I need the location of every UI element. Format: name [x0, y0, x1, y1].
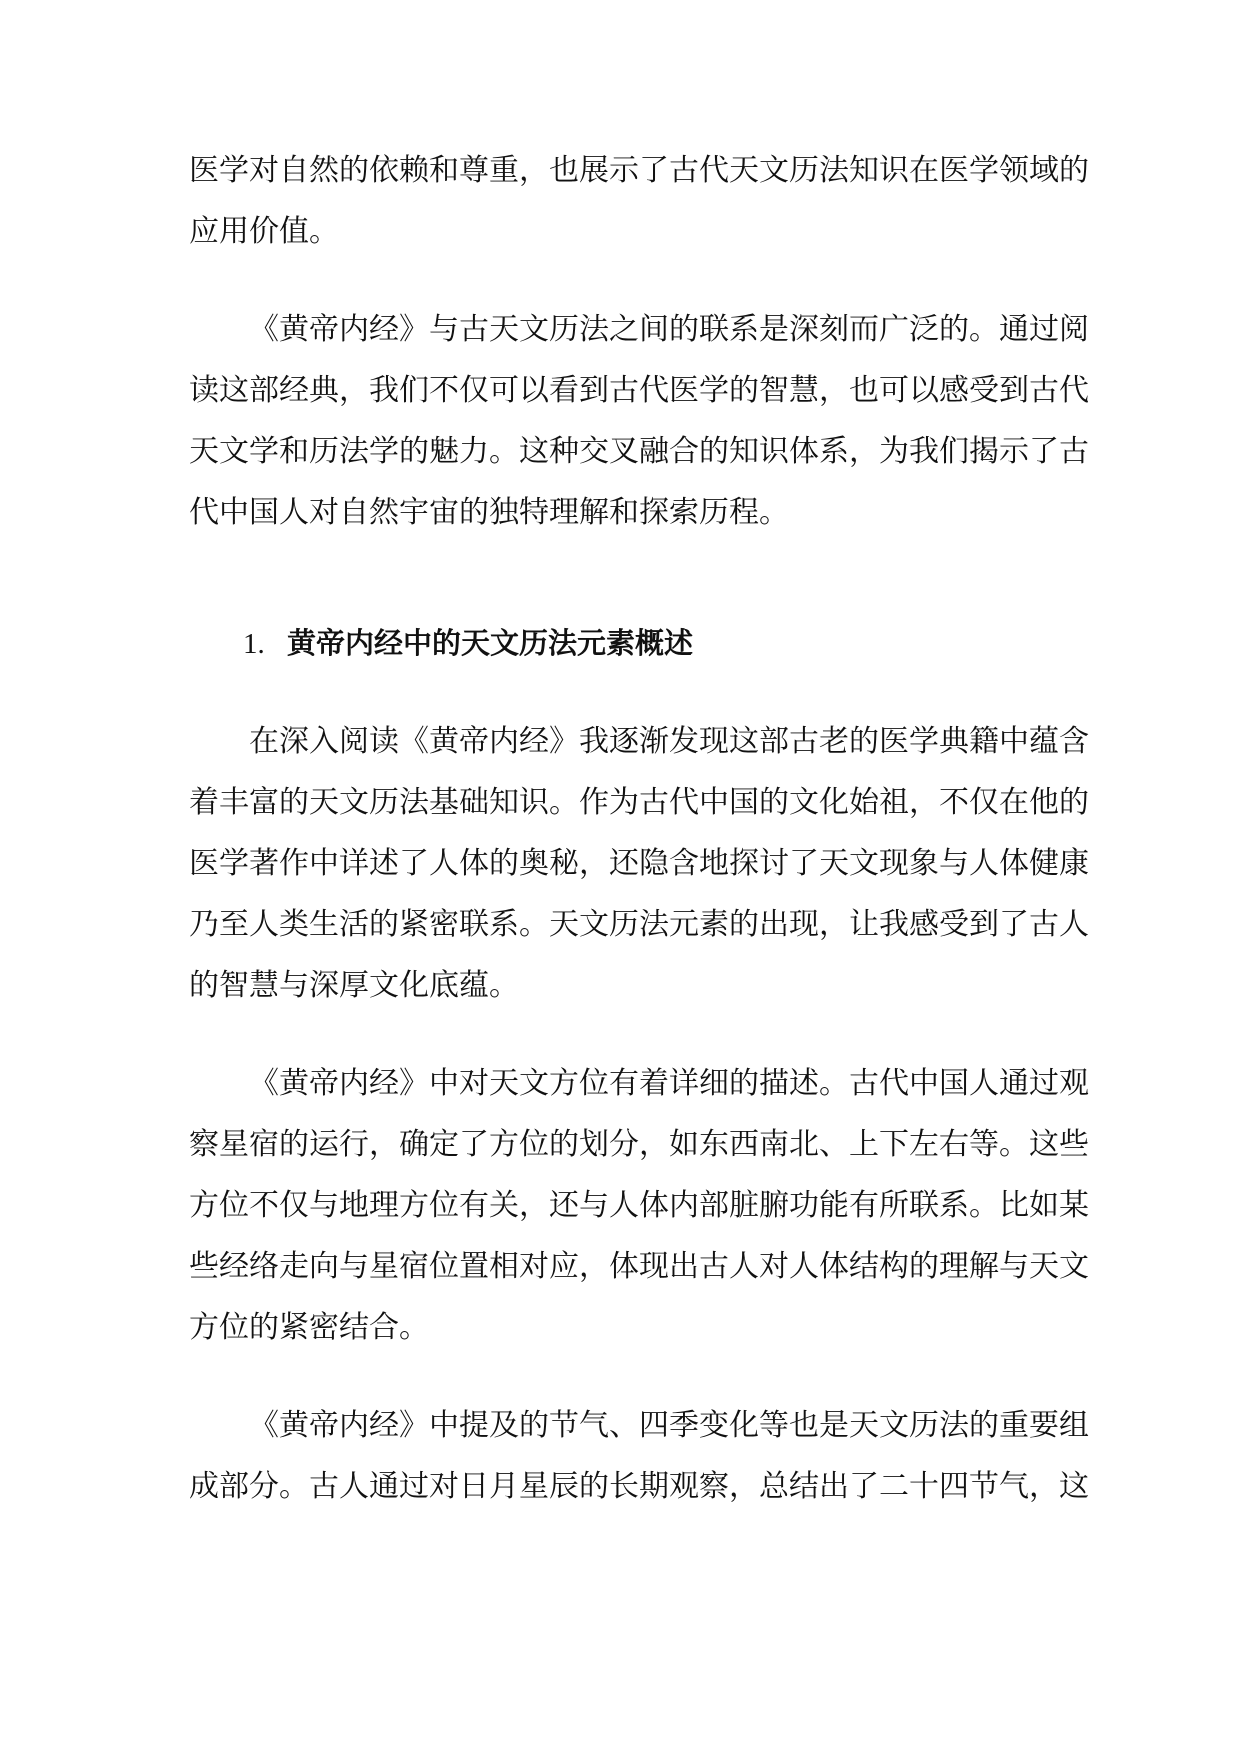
text-line: 《黄帝内经》中提及的节气、四季变化等也是天文历法的重要组 — [249, 1408, 1089, 1443]
text-line: 些经络走向与星宿位置相对应，体现出古人对人体结构的理解与天文 — [189, 1249, 1089, 1284]
text-line: 方位不仅与地理方位有关，还与人体内部脏腑功能有所联系。比如某 — [189, 1188, 1089, 1223]
text-line: 天文学和历法学的魅力。这种交叉融合的知识体系，为我们揭示了古 — [189, 434, 1089, 469]
text-line: 代中国人对自然宇宙的独特理解和探索历程。 — [189, 495, 789, 530]
text-line: 成部分。古人通过对日月星辰的长期观察，总结出了二十四节气，这 — [189, 1469, 1089, 1504]
paragraph — [189, 1053, 1089, 1358]
section-heading — [189, 613, 1051, 674]
text-line: 《黄帝内经》中对天文方位有着详细的描述。古代中国人通过观 — [249, 1066, 1089, 1101]
section-number: 1. — [243, 628, 265, 660]
text-line: 在深入阅读《黄帝内经》我逐渐发现这部古老的医学典籍中蕴含 — [249, 724, 1089, 759]
text-line: 医学著作中详述了人体的奥秘，还隐含地探讨了天文现象与人体健康 — [189, 846, 1089, 881]
text-line: 乃至人类生活的紧密联系。天文历法元素的出现，让我感受到了古人 — [189, 907, 1089, 942]
paragraph — [189, 140, 1089, 262]
section-title: 黄帝内经中的天文历法元素概述 — [287, 626, 694, 660]
paragraph — [189, 1395, 1089, 1517]
text-line: 着丰富的天文历法基础知识。作为古代中国的文化始祖，不仅在他的 — [189, 785, 1089, 820]
paragraph — [189, 711, 1089, 1016]
text-line: 《黄帝内经》与古天文历法之间的联系是深刻而广泛的。通过阅 — [249, 312, 1089, 347]
text-line: 读这部经典，我们不仅可以看到古代医学的智慧，也可以感受到古代 — [189, 373, 1089, 408]
text-line: 医学对自然的依赖和尊重，也展示了古代天文历法知识在医学领域的 — [189, 153, 1089, 188]
text-line: 方位的紧密结合。 — [189, 1310, 429, 1345]
paragraph — [189, 299, 1089, 543]
document-page — [189, 140, 1089, 1517]
text-line: 的智慧与深厚文化底蕴。 — [189, 968, 519, 1003]
text-line: 察星宿的运行，确定了方位的划分，如东西南北、上下左右等。这些 — [189, 1127, 1089, 1162]
text-line: 应用价值。 — [189, 214, 339, 249]
